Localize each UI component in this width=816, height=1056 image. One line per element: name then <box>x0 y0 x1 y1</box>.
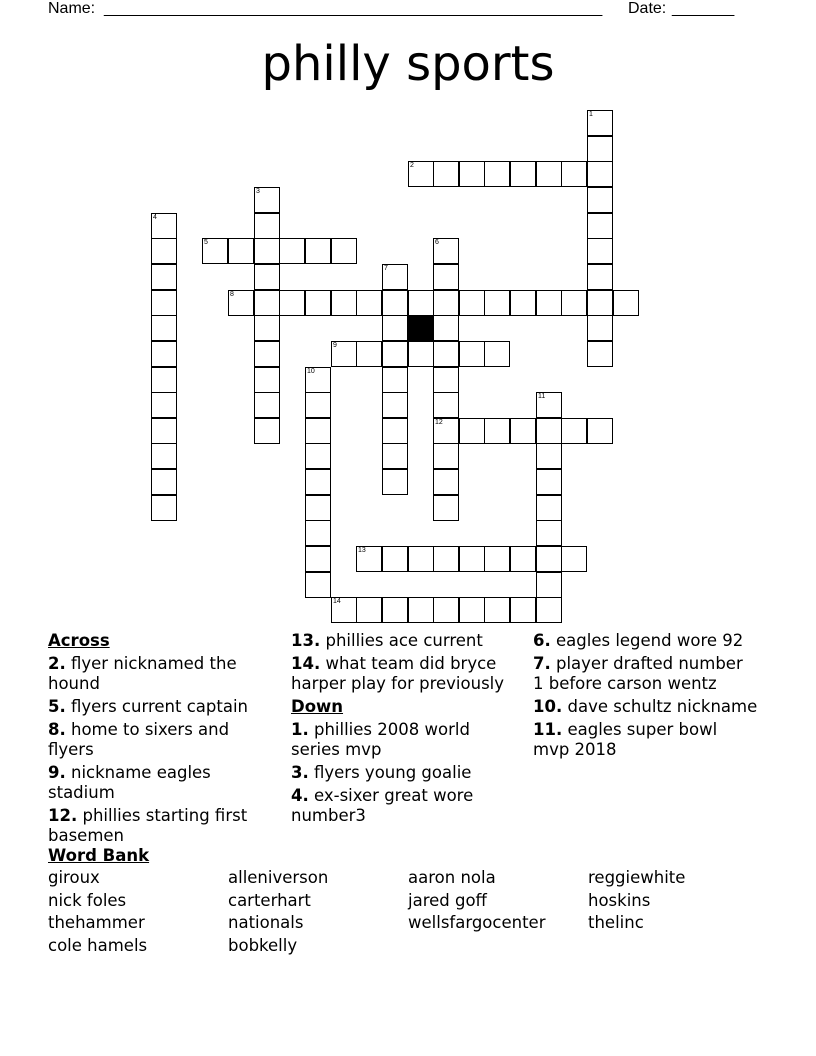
crossword-cell[interactable] <box>356 597 382 623</box>
crossword-cell[interactable] <box>228 238 254 264</box>
clue-across-5: 5. flyers current captain <box>48 697 248 716</box>
crossword-cell[interactable] <box>587 264 613 290</box>
crossword-cell[interactable] <box>561 546 587 572</box>
crossword-cell[interactable] <box>382 469 408 495</box>
crossword-cell[interactable] <box>254 392 280 418</box>
name-line: ________________________________________________________ <box>104 0 603 17</box>
crossword-cell[interactable] <box>382 418 408 444</box>
crossword-cell[interactable] <box>433 367 459 393</box>
crossword-cell[interactable] <box>151 418 177 444</box>
crossword-cell[interactable] <box>356 546 382 572</box>
clue-across-14: 14. what team did bryce harper play for previously <box>291 654 505 693</box>
word-bank-item: cole hamels <box>48 935 148 955</box>
crossword-cell[interactable] <box>382 341 408 367</box>
crossword-cell[interactable] <box>254 341 280 367</box>
crossword-cell[interactable] <box>305 418 331 444</box>
word-bank-column-1 <box>48 867 147 957</box>
crossword-cell[interactable] <box>254 367 280 393</box>
crossword-cell[interactable] <box>587 187 613 213</box>
crossword-cell[interactable] <box>536 495 562 521</box>
crossword-cell[interactable] <box>433 597 459 623</box>
crossword-cell[interactable] <box>587 341 613 367</box>
crossword-cell[interactable] <box>382 290 408 316</box>
crossword-cell[interactable] <box>484 546 510 572</box>
crossword-cell[interactable] <box>151 238 177 264</box>
crossword-cell[interactable] <box>459 290 485 316</box>
clue-number: 8 <box>230 291 234 298</box>
crossword-cell[interactable] <box>305 495 331 521</box>
crossword-cell[interactable] <box>536 418 562 444</box>
crossword-cell[interactable] <box>587 238 613 264</box>
clue-down-4: 4. ex-sixer great wore number3 <box>291 786 474 825</box>
word-bank-item: nationals <box>228 913 304 932</box>
crossword-cell[interactable] <box>561 418 587 444</box>
clue-down-3: 3. flyers young goalie <box>291 763 472 782</box>
crossword-cell[interactable] <box>228 290 254 316</box>
crossword-cell[interactable] <box>382 392 408 418</box>
crossword-cell[interactable] <box>331 597 357 623</box>
crossword-cell[interactable] <box>382 597 408 623</box>
crossword-cell[interactable] <box>279 290 305 316</box>
word-bank-item: thelinc <box>588 913 644 932</box>
crossword-cell[interactable] <box>151 213 177 239</box>
crossword-cell[interactable] <box>587 213 613 239</box>
word-bank-item: wellsfargocenter <box>408 913 546 932</box>
crossword-cell[interactable] <box>536 290 562 316</box>
crossword-cell[interactable] <box>459 597 485 623</box>
crossword-cell[interactable] <box>151 341 177 367</box>
word-bank-item: nick foles <box>48 890 127 910</box>
crossword-cell[interactable] <box>331 238 357 264</box>
crossword-cell[interactable] <box>459 418 485 444</box>
word-bank-item: giroux <box>48 868 100 887</box>
crossword-cell[interactable] <box>536 597 562 623</box>
crossword-cell[interactable] <box>510 418 536 444</box>
crossword-cell[interactable] <box>510 597 536 623</box>
crossword-cell[interactable] <box>433 264 459 290</box>
crossword-cell[interactable] <box>151 290 177 316</box>
crossword-cell[interactable] <box>536 443 562 469</box>
crossword-cell[interactable] <box>305 546 331 572</box>
word-bank-item: alleniverson <box>228 868 329 887</box>
crossword-cell[interactable] <box>151 315 177 341</box>
clues-column-1 <box>48 631 273 849</box>
crossword-cell[interactable] <box>254 418 280 444</box>
crossword-cell[interactable] <box>151 264 177 290</box>
crossword-cell[interactable] <box>254 315 280 341</box>
clue-across-2: 2. flyer nicknamed the hound <box>48 654 237 693</box>
crossword-cell[interactable] <box>331 290 357 316</box>
clue-number: 4 <box>153 214 157 221</box>
crossword-cell[interactable] <box>510 290 536 316</box>
crossword-cell[interactable] <box>587 161 613 187</box>
crossword-cell[interactable] <box>433 469 459 495</box>
crossword-cell[interactable] <box>408 546 434 572</box>
name-label: Name: <box>48 0 96 17</box>
crossword-cell[interactable] <box>433 290 459 316</box>
clue-across-12: 12. phillies starting first basemen <box>48 806 248 845</box>
crossword-cell[interactable] <box>382 264 408 290</box>
word-bank-item: hoskins <box>588 890 651 910</box>
date-label: Date: <box>628 0 667 17</box>
crossword-cell[interactable] <box>613 290 639 316</box>
crossword-cell[interactable] <box>433 161 459 187</box>
clue-number: 12 <box>435 419 443 426</box>
crossword-cell[interactable] <box>151 469 177 495</box>
crossword-cell[interactable] <box>151 495 177 521</box>
crossword-cell[interactable] <box>484 597 510 623</box>
clue-number: 5 <box>204 239 208 246</box>
crossword-cell[interactable] <box>484 290 510 316</box>
crossword-cell[interactable] <box>587 418 613 444</box>
page-title: philly sports <box>261 36 555 92</box>
crossword-cell[interactable] <box>331 341 357 367</box>
clue-number: 14 <box>333 598 341 605</box>
crossword-cell[interactable] <box>536 572 562 598</box>
clue-across-13: 13. phillies ace current <box>291 631 483 650</box>
crossword-cell[interactable] <box>382 367 408 393</box>
clue-down-1: 1. phillies 2008 world series mvp <box>291 720 470 759</box>
crossword-cell[interactable] <box>536 546 562 572</box>
crossword-cell[interactable] <box>305 443 331 469</box>
crossword-cell[interactable] <box>254 290 280 316</box>
crossword-cell[interactable] <box>587 136 613 162</box>
crossword-cell[interactable] <box>433 315 459 341</box>
crossword-cell[interactable] <box>459 341 485 367</box>
crossword-cell[interactable] <box>305 520 331 546</box>
crossword-cell[interactable] <box>305 238 331 264</box>
down-heading: Down <box>291 697 344 716</box>
crossword-cell[interactable] <box>484 161 510 187</box>
word-bank-item: carterhart <box>228 890 311 910</box>
clue-down-6: 6. eagles legend wore 92 <box>533 631 744 650</box>
crossword-cell[interactable] <box>510 546 536 572</box>
crossword-cell[interactable] <box>484 418 510 444</box>
crossword-cell[interactable] <box>382 443 408 469</box>
word-bank-column-4 <box>588 867 685 935</box>
crossword-cell[interactable] <box>356 341 382 367</box>
clue-number: 13 <box>358 547 366 554</box>
crossword-cell[interactable] <box>305 392 331 418</box>
crossword-cell[interactable] <box>305 367 331 393</box>
crossword-cell[interactable] <box>484 341 510 367</box>
across-heading: Across <box>48 631 110 650</box>
crossword-cell[interactable] <box>254 213 280 239</box>
crossword-cell[interactable] <box>561 290 587 316</box>
clue-number: 2 <box>410 162 414 169</box>
crossword-cell[interactable] <box>459 546 485 572</box>
clue-across-9: 9. nickname eagles stadium <box>48 763 211 802</box>
clue-number: 6 <box>435 239 439 246</box>
crossword-cell[interactable] <box>536 392 562 418</box>
crossword-cell[interactable] <box>254 187 280 213</box>
word-bank-item: thehammer <box>48 913 145 932</box>
crossword-cell[interactable] <box>305 290 331 316</box>
crossword-cell[interactable] <box>254 238 280 264</box>
word-bank-item: aaron nola <box>408 868 496 887</box>
crossword-cell[interactable] <box>151 443 177 469</box>
crossword-cell[interactable] <box>382 546 408 572</box>
clue-number: 9 <box>333 342 337 349</box>
crossword-cell[interactable] <box>433 341 459 367</box>
clue-number: 10 <box>307 368 315 375</box>
crossword-cell[interactable] <box>587 315 613 341</box>
crossword-cell[interactable] <box>536 520 562 546</box>
crossword-cell[interactable] <box>279 238 305 264</box>
crossword-cell[interactable] <box>510 161 536 187</box>
clue-number: 1 <box>589 111 593 118</box>
date-line: _______ <box>672 0 735 17</box>
crossword-cell[interactable] <box>305 469 331 495</box>
crossword-cell[interactable] <box>408 341 434 367</box>
clue-number: 3 <box>256 188 260 195</box>
crossword-cell[interactable] <box>151 392 177 418</box>
word-bank-item: reggiewhite <box>588 868 686 887</box>
crossword-cell[interactable] <box>408 161 434 187</box>
crossword-cell[interactable] <box>459 161 485 187</box>
clues-column-3 <box>533 631 758 763</box>
crossword-cell[interactable] <box>433 392 459 418</box>
crossword-cell[interactable] <box>561 161 587 187</box>
crossword-cell[interactable] <box>536 469 562 495</box>
crossword-cell[interactable] <box>433 546 459 572</box>
clues-column-2 <box>291 631 523 829</box>
black-cell <box>408 315 434 341</box>
crossword-cell[interactable] <box>151 367 177 393</box>
crossword-cell[interactable] <box>254 264 280 290</box>
crossword-cell[interactable] <box>587 110 613 136</box>
crossword-cell[interactable] <box>408 290 434 316</box>
crossword-cell[interactable] <box>408 597 434 623</box>
clue-down-7: 7. player drafted number 1 before carson wentz <box>533 654 743 693</box>
clue-down-10: 10. dave schultz nickname <box>533 697 758 716</box>
crossword-cell[interactable] <box>202 238 228 264</box>
crossword-cell[interactable] <box>305 572 331 598</box>
clue-down-11: 11. eagles super bowl mvp 2018 <box>533 720 718 759</box>
crossword-cell[interactable] <box>433 443 459 469</box>
clue-number: 7 <box>384 265 388 272</box>
clue-across-8: 8. home to sixers and flyers <box>48 720 230 759</box>
word-bank-title: Word Bank <box>48 846 150 865</box>
crossword-cell[interactable] <box>433 418 459 444</box>
word-bank-column-3 <box>408 867 545 935</box>
crossword-cell[interactable] <box>433 495 459 521</box>
word-bank-item: bobkelly <box>228 935 298 955</box>
crossword-cell[interactable] <box>356 290 382 316</box>
clue-number: 11 <box>538 393 546 400</box>
crossword-cell[interactable] <box>433 238 459 264</box>
crossword-cell[interactable] <box>382 315 408 341</box>
crossword-cell[interactable] <box>536 161 562 187</box>
word-bank-column-2 <box>228 867 328 957</box>
crossword-cell[interactable] <box>587 290 613 316</box>
word-bank-item: jared goff <box>408 890 487 910</box>
